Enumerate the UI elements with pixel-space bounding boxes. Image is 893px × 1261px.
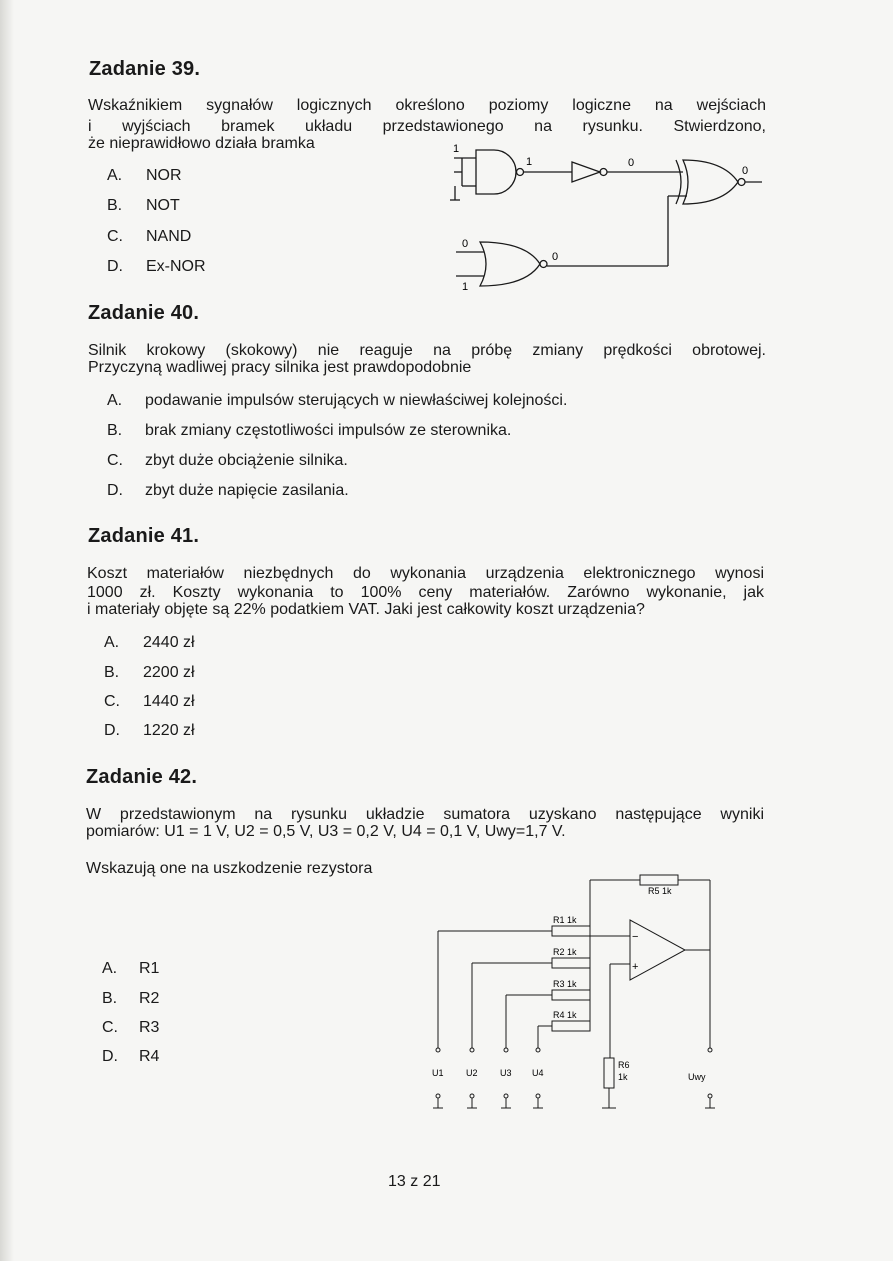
option-text: NOT: [146, 197, 180, 214]
option-letter: C.: [107, 228, 123, 245]
q40-line2: Przyczyną wadliwej pracy silnika jest prawdopodobnie: [88, 359, 472, 376]
label-uwy: Uwy: [688, 1072, 706, 1082]
exnor-gate: [683, 160, 738, 204]
option-text: 2440 zł: [143, 634, 195, 651]
summing-amplifier-diagram: [420, 868, 730, 1118]
option-letter: B.: [107, 422, 123, 439]
page-edge: [0, 0, 14, 1261]
nor-output-level: 0: [552, 251, 559, 263]
option-letter: D.: [104, 722, 120, 739]
option-text: NAND: [146, 228, 192, 245]
probe-symbols: [433, 1094, 715, 1108]
q39-line3: że nieprawidłowo działa bramka: [88, 135, 315, 152]
option-letter: B.: [107, 197, 123, 214]
option-text: NOR: [146, 167, 182, 184]
q40-line1: Silnik krokowy (skokowy) nie reaguje na próbę zmiany prędkości obrotowej.: [88, 342, 766, 359]
nand-gate: [476, 150, 516, 194]
q42-question: [86, 804, 764, 825]
q39-question-line2: [88, 116, 766, 137]
resistor-r2: [552, 958, 590, 968]
resistor-r1: [552, 926, 590, 936]
option-letter: C.: [104, 693, 120, 710]
nand-bubble: [517, 169, 524, 176]
option-letter: A.: [107, 392, 123, 409]
option-letter: B.: [104, 664, 120, 681]
q41-line1: Koszt materiałów niezbędnych do wykonania urządzenia elektronicznego wynosi: [87, 565, 764, 582]
q42-line2: pomiarów: U1 = 1 V, U2 = 0,5 V, U3 = 0,2 V, U4 = 0,1 V, Uwy=1,7 V.: [86, 823, 566, 840]
label-plus: +: [632, 961, 639, 973]
nor-bubble: [540, 261, 547, 268]
nand-output-level: 1: [526, 156, 533, 168]
nor-input-bottom-level: 1: [462, 281, 469, 293]
terminal-uwy: [708, 1048, 712, 1052]
option-letter: B.: [102, 990, 118, 1007]
logic-gates-diagram: [440, 140, 770, 300]
option-text: R4: [139, 1048, 160, 1065]
page-number: 13 z 21: [388, 1173, 441, 1190]
option-text: R3: [139, 1019, 160, 1036]
q41-title: Zadanie 41.: [88, 525, 200, 547]
label-r4: R4 1k: [553, 1010, 577, 1020]
q40-question: [88, 340, 766, 361]
resistor-r5: [640, 875, 678, 885]
label-r5: R5 1k: [648, 886, 672, 896]
label-u1: U1: [432, 1068, 444, 1078]
option-text: zbyt duże obciążenie silnika.: [145, 452, 348, 469]
q42-line3: Wskazują one na uszkodzenie rezystora: [86, 860, 373, 877]
q42-line1: W przedstawionym na rysunku układzie sumatora uzyskano następujące wyniki: [86, 806, 764, 823]
terminal-u2: [470, 1048, 474, 1052]
option-letter: D.: [102, 1048, 118, 1065]
not-output-level: 0: [628, 157, 635, 169]
option-text: zbyt duże napięcie zasilania.: [145, 482, 349, 499]
option-letter: D.: [107, 482, 123, 499]
resistor-r4: [552, 1021, 590, 1031]
q41-line3: i materiały objęte są 22% podatkiem VAT. Jaki jest całkowity koszt urządzenia?: [87, 601, 645, 618]
q39-line1: Wskaźnikiem sygnałów logicznych określono poziomy logiczne na wejściach: [88, 97, 766, 114]
label-r1: R1 1k: [553, 915, 577, 925]
option-text: brak zmiany częstotliwości impulsów ze sterownika.: [145, 422, 512, 439]
label-r2: R2 1k: [553, 947, 577, 957]
option-letter: C.: [102, 1019, 118, 1036]
label-u4: U4: [532, 1068, 544, 1078]
label-u2: U2: [466, 1068, 478, 1078]
option-letter: C.: [107, 452, 123, 469]
q41-line2: 1000 zł. Koszty wykonania to 100% ceny materiałów. Zarówno wykonanie, jak: [87, 584, 764, 601]
nand-input-level: 1: [453, 143, 460, 155]
nor-input-top-level: 0: [462, 238, 469, 250]
q41-question: [87, 563, 764, 584]
nor-gate: [480, 242, 540, 286]
q42-title: Zadanie 42.: [86, 766, 198, 788]
option-letter: A.: [104, 634, 120, 651]
option-text: podawanie impulsów sterujących w niewłaściwej kolejności.: [145, 392, 568, 409]
label-r6-name: R6: [618, 1060, 630, 1070]
q39-question: [88, 95, 766, 116]
terminal-u4: [536, 1048, 540, 1052]
q40-title: Zadanie 40.: [88, 302, 200, 324]
terminal-u3: [504, 1048, 508, 1052]
terminal-u1: [436, 1048, 440, 1052]
label-minus: −: [632, 931, 639, 943]
option-letter: A.: [102, 960, 118, 977]
option-text: 1220 zł: [143, 722, 195, 739]
label-r3: R3 1k: [553, 979, 577, 989]
label-u3: U3: [500, 1068, 512, 1078]
option-text: R2: [139, 990, 160, 1007]
option-text: 2200 zł: [143, 664, 195, 681]
resistor-r6: [604, 1058, 614, 1088]
exnor-extra-arc: [676, 160, 681, 204]
resistor-r3: [552, 990, 590, 1000]
option-text: 1440 zł: [143, 693, 195, 710]
not-gate: [572, 162, 600, 182]
option-letter: A.: [107, 167, 123, 184]
q41-question-line2: [87, 582, 764, 603]
q39-title: Zadanie 39.: [89, 58, 201, 80]
option-text: R1: [139, 960, 160, 977]
q39-line2: i wyjściach bramek układu przedstawionego na rysunku. Stwierdzono,: [88, 118, 766, 135]
label-r6-value: 1k: [618, 1072, 628, 1082]
exnor-output-level: 0: [742, 165, 749, 177]
option-letter: D.: [107, 258, 123, 275]
exnor-bubble: [738, 179, 745, 186]
option-text: Ex-NOR: [146, 258, 206, 275]
